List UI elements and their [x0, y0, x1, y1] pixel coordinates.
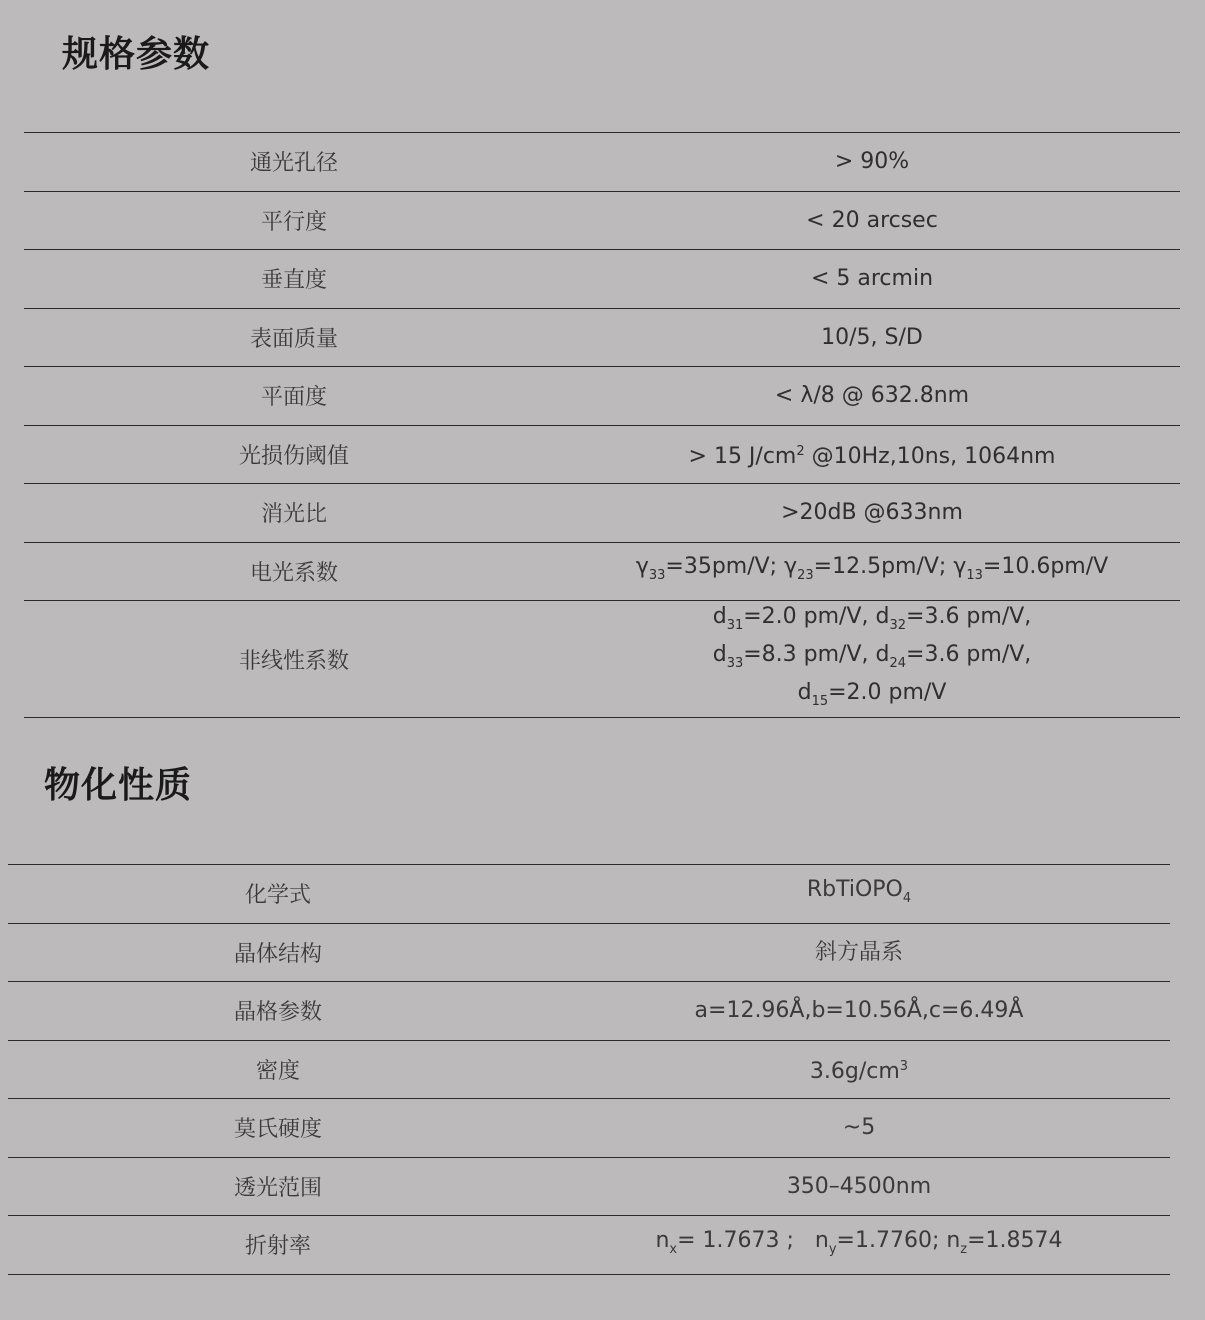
row-value: RbTiOPO$_4$ — [806, 876, 912, 906]
row-label: 化学式 — [244, 883, 311, 909]
row-label: 光损伤阈值 — [238, 443, 349, 469]
table-row — [8, 1158, 1170, 1217]
table-row — [8, 982, 1170, 1041]
row-label: 平面度 — [260, 385, 327, 411]
row-label: 莫氏硬度 — [233, 1117, 322, 1143]
table-row — [24, 250, 1180, 309]
table-row — [24, 309, 1180, 368]
row-value: > 15 $J/cm^2$ @10Hz,10ns, 1064nm — [688, 444, 1056, 470]
row-value: 350–4500nm — [786, 1173, 932, 1199]
properties-title: 物化性质 — [44, 765, 193, 806]
row-label: 垂直度 — [260, 268, 327, 294]
row-value: $\gamma_{33}=35pm/V$; $\gamma_{23}=12.5pm/V$; $\gamma_{13}=10.6pm/V$ — [635, 554, 1109, 584]
row-value: > 90% — [834, 149, 910, 175]
row-label: 表面质量 — [249, 326, 338, 352]
table-row — [24, 543, 1180, 602]
row-label: 折射率 — [244, 1234, 311, 1260]
row-label: 平行度 — [260, 209, 327, 235]
row-label: 密度 — [255, 1058, 300, 1084]
table-row — [24, 367, 1180, 426]
row-label: 非线性系数 — [238, 648, 349, 674]
table-row — [8, 1099, 1170, 1158]
row-label: 消光比 — [260, 502, 327, 528]
row-value: a=12.96Å,b=10.56Å,c=6.49Å — [694, 998, 1024, 1024]
row-value: < 20 arcsec — [806, 207, 938, 233]
table-row — [8, 1216, 1170, 1275]
row-value: $3.6g/cm^3$ — [809, 1059, 909, 1085]
specs-table — [24, 132, 1180, 718]
row-label: 透光范围 — [233, 1175, 322, 1201]
table-row — [24, 601, 1180, 718]
row-value: 斜方晶系 — [814, 939, 903, 965]
properties-table — [8, 864, 1170, 1275]
row-label: 晶体结构 — [233, 941, 322, 967]
row-label: 电光系数 — [249, 560, 338, 586]
row-label: 晶格参数 — [233, 1000, 322, 1026]
row-value: < 5 arcmin — [810, 266, 934, 292]
table-row — [24, 426, 1180, 485]
row-value: 10/5, S/D — [821, 324, 923, 350]
row-value: >20dB @633nm — [781, 500, 963, 526]
table-row — [8, 865, 1170, 924]
table-row — [8, 1041, 1170, 1100]
row-label: 通光孔径 — [249, 151, 338, 177]
table-row — [24, 484, 1180, 543]
table-row — [8, 924, 1170, 983]
row-value: $d_{31}=2.0$ pm/V, $d_{32}=3.6$ pm/V, $d_{33}=8.3$ pm/V, $d_{24}=3.6$ pm/V, $d_{15}=2.0$ pm/V — [712, 604, 1032, 709]
table-row — [24, 133, 1180, 192]
table-row — [24, 192, 1180, 251]
row-value: ~5 — [842, 1115, 876, 1141]
row-value: < λ/8 @ 632.8nm — [774, 383, 970, 409]
specs-title: 规格参数 — [62, 34, 211, 75]
row-value: $n_x= 1.7673$ ; $n_y=1.7760$; $n_z=1.8574$ — [655, 1227, 1063, 1257]
